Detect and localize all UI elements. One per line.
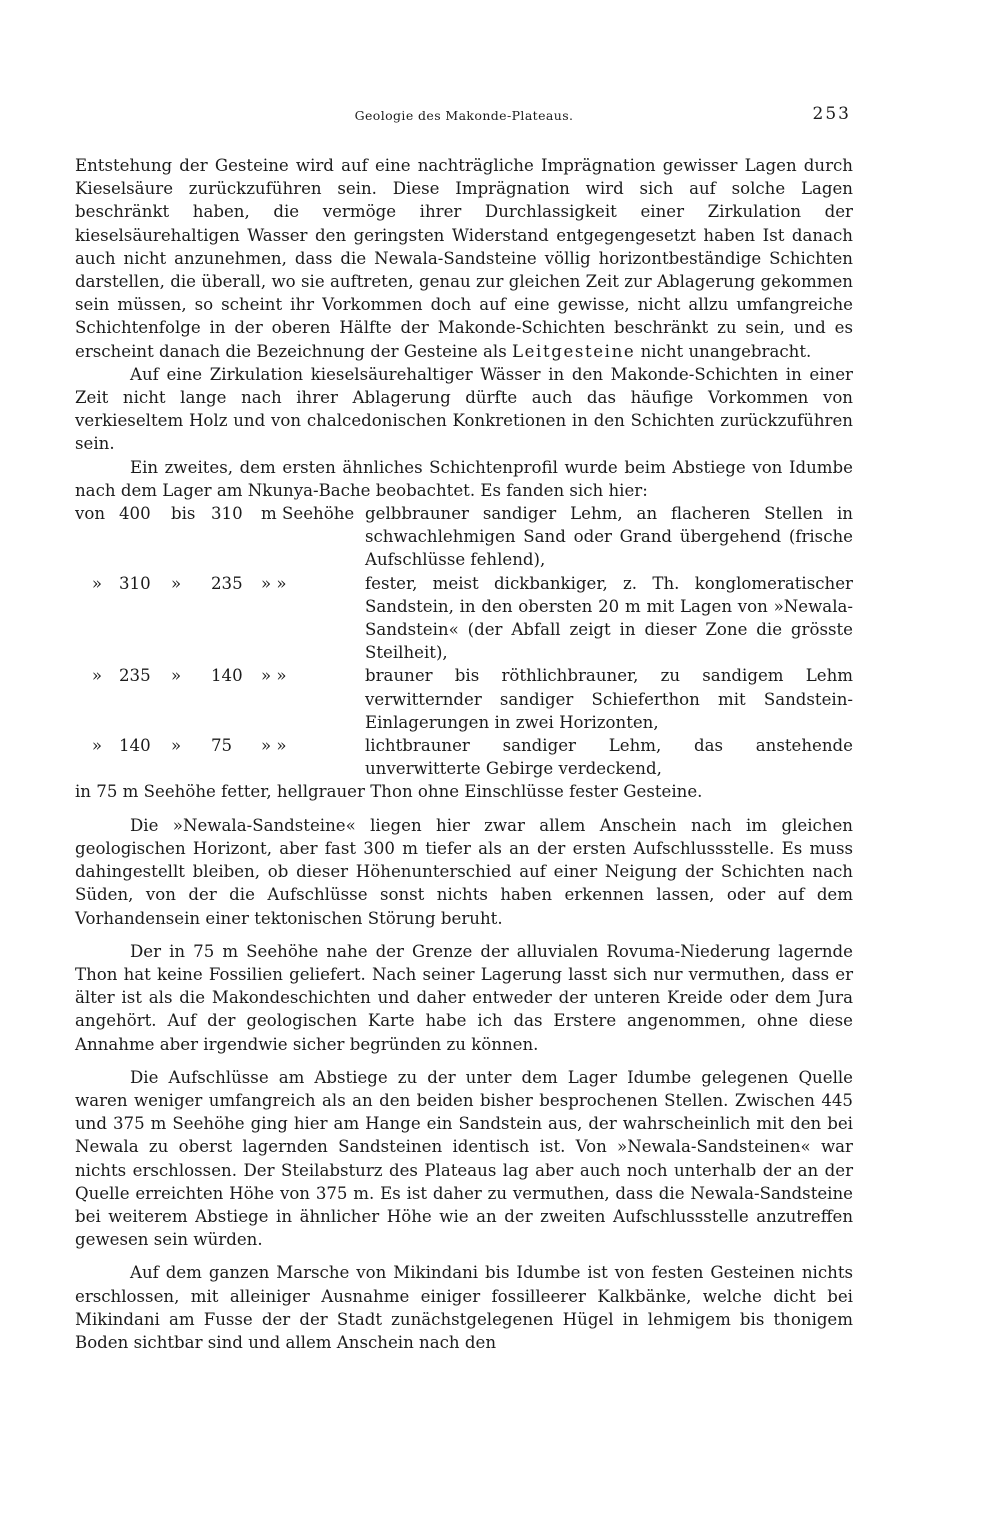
range-unit: » »: [261, 736, 287, 756]
stratum-range: [75, 572, 365, 665]
body-text: [75, 154, 853, 1354]
running-head: [75, 104, 853, 128]
stratum-description: fester, meist dickbankiger, z. Th. konglomeratischer Sandstein, in den obersten 20 m mit Lagen von »Newala-Sandstein« (der Abfall zeigt in dieser Zone die grösste Steilheit),: [365, 573, 853, 663]
range-to: 75: [211, 736, 233, 756]
stratum-description: brauner bis röthlichbrauner, zu sandigem Lehm verwitternder sandiger Schieferthon mit Sandstein-Einlagerungen in zwei Horizonten,: [365, 666, 853, 732]
stratum-row: [75, 734, 853, 780]
range-bis: »: [171, 736, 182, 756]
paragraph: Ein zweites, dem ersten ähnliches Schichtenprofil wurde beim Abstiege von Idumbe nach dem Lager am Nkunya-Bache beobachtet. Es fanden sich hier:: [75, 457, 853, 500]
paragraph: Die Aufschlüsse am Abstiege zu der unter dem Lager Idumbe gelegenen Quelle waren weniger umfangreich als an den beiden bisher besprochenen Stellen. Zwischen 445 und 375 m Seehöhe ging hier am Hange ein Sandstein aus, der wahrscheinlich mit den bei Newala zu oberst lagernden Sandsteinen identisch ist. Von »Newala-Sandsteinen« war nichts erschlossen. Der Steilabsturz des Plateaus lag aber auch noch unterhalb der an der Quelle erreichten Höhe von 375 m. Es ist daher zu vermuthen, dass die Newala-Sandsteine bei weiterem Abstiege in ähnlicher Höhe wie an der zweiten Aufschlussstelle anzutreffen gewesen sein würden.: [75, 1067, 853, 1250]
spaced-term: Leitgesteine: [512, 341, 636, 361]
range-prefix: »: [91, 573, 103, 593]
paragraph-text: nicht unangebracht.: [635, 341, 812, 361]
range-from: 400: [119, 504, 151, 524]
range-bis: »: [171, 573, 182, 593]
strata-profile: [75, 502, 853, 780]
paragraph: Auf dem ganzen Marsche von Mikindani bis Idumbe ist von festen Gesteinen nichts erschlossen, mit alleiniger Ausnahme einiger fossilleerer Kalkbänke, welche dicht bei Mikindani am Fusse der der Stadt zunächstgelegenen Hügel in lehmigem bis thonigem Boden sichtbar sind und allem Anschein nach den: [75, 1263, 853, 1352]
range-bis: bis: [171, 504, 196, 524]
strata-final-line: in 75 m Seehöhe fetter, hellgrauer Thon ohne Einschlüsse fester Gesteine.: [75, 782, 703, 802]
range-unit: m Seehöhe: [261, 504, 355, 524]
range-to: 310: [211, 504, 243, 524]
range-unit: » »: [261, 666, 287, 686]
range-prefix: »: [91, 736, 103, 756]
stratum-description: gelbbrauner sandiger Lehm, an flacheren Stellen in schwachlehmigen Sand oder Grand übergehend (frische Aufschlüsse fehlend),: [365, 504, 853, 570]
range-bis: »: [171, 666, 182, 686]
range-from: 140: [119, 736, 151, 756]
paragraph: Die »Newala-Sandsteine« liegen hier zwar allem Anschein nach im gleichen geologischen Horizont, aber fast 300 m tiefer als an der ersten Aufschlussstelle. Es muss dahingestellt bleiben, ob dieser Höhenunterschied auf einer Neigung der Schichten nach Süden, von der die Aufschlüsse sonst nichts haben erkennen lassen, oder auf dem Vorhandensein einer tektonischen Störung beruht.: [75, 815, 853, 928]
stratum-range: [75, 664, 365, 734]
paragraph: [75, 154, 853, 363]
stratum-range: [75, 502, 365, 572]
range-from: 235: [119, 666, 151, 686]
range-to: 140: [211, 666, 243, 686]
stratum-row: [75, 664, 853, 734]
paragraph: Der in 75 m Seehöhe nahe der Grenze der alluvialen Rovuma-Niederung lagernde Thon hat keine Fossilien geliefert. Nach seiner Lagerung lasst sich nur vermuthen, dass er älter ist als die Makondeschichten und daher entweder der unteren Kreide oder dem Jura angehört. Auf der geologischen Karte habe ich das Erstere angenommen, ohne diese Annahme aber irgendwie sicher begründen zu können.: [75, 941, 853, 1054]
running-title: Geologie des Makonde-Plateaus.: [354, 108, 574, 123]
range-prefix: von: [75, 504, 106, 524]
range-from: 310: [119, 573, 151, 593]
range-to: 235: [211, 573, 243, 593]
stratum-description: lichtbrauner sandiger Lehm, das anstehende unverwitterte Gebirge verdeckend,: [365, 736, 853, 779]
stratum-range: [75, 734, 365, 780]
paragraph-text: Entstehung der Gesteine wird auf eine nachträgliche Imprägnation gewisser Lagen durch Kieselsäure zurückzuführen sein. Diese Imprägnation wird sich auf solche Lagen beschränkt haben, die vermöge ihrer Durchlassigkeit einer Zirkulation der kieselsäurehaltigen Wasser den geringsten Widerstand entgegengesetzt haben Ist danach auch nicht anzunehmen, dass die Newala-Sandsteine völlig horizontbeständige Schichten darstellen, die überall, wo sie auftreten, genau zur gleichen Zeit zur Ablagerung gekommen sein müssen, so scheint ihr Vorkommen doch auf eine gewisse, nicht allzu umfangreiche Schichtenfolge in der oberen Hälfte der Makonde-Schichten beschränkt zu sein, und es erscheint danach die Bezeichnung der Gesteine als: [75, 156, 853, 361]
page-number: 253: [812, 104, 851, 124]
stratum-row: [75, 502, 853, 572]
range-unit: » »: [261, 573, 287, 593]
stratum-row: [75, 572, 853, 665]
range-prefix: »: [91, 666, 103, 686]
paragraph: Auf eine Zirkulation kieselsäurehaltiger Wässer in den Makonde-Schichten in einer Zeit nicht lange nach ihrer Ablagerung dürfte auch das häufige Vorkommen von verkieseltem Holz und von chalcedonischen Konkretionen in den Schichten zurückzuführen sein.: [75, 364, 853, 454]
